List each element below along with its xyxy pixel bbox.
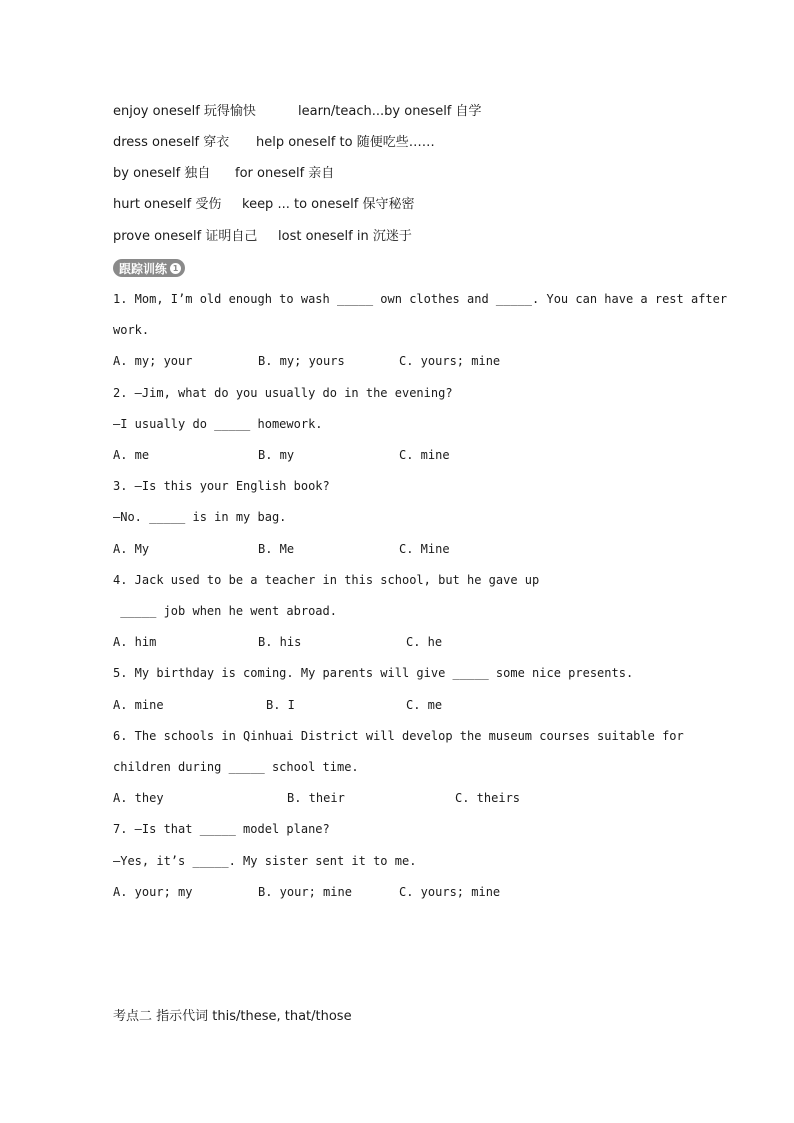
phrase-item: hurt oneself 受伤 bbox=[113, 197, 222, 212]
question-text: 1. Mom, I’m old enough to wash _____ own clothes and _____. You can have a rest after bbox=[113, 292, 728, 306]
answer-option: A. your; my bbox=[113, 885, 193, 899]
question-text: 3. —Is this your English book? bbox=[113, 479, 330, 493]
section-badge bbox=[113, 259, 185, 277]
phrase-item: help oneself to 随便吃些…… bbox=[256, 135, 435, 150]
answer-option: A. they bbox=[113, 791, 164, 805]
phrase-item: prove oneself 证明自己 bbox=[113, 229, 258, 244]
phrase-item: lost oneself in 沉迷于 bbox=[278, 229, 412, 244]
answer-option: C. yours; mine bbox=[399, 885, 501, 899]
answer-option: C. Mine bbox=[399, 542, 450, 556]
question-text: 5. My birthday is coming. My parents will give _____ some nice presents. bbox=[113, 666, 634, 680]
phrase-item: learn/teach...by oneself 自学 bbox=[298, 104, 482, 119]
question-text: children during _____ school time. bbox=[113, 760, 359, 774]
section-heading: 考点二 指示代词 this/these, that/those bbox=[113, 1009, 352, 1024]
answer-option: C. me bbox=[406, 698, 443, 712]
question-text: work. bbox=[113, 323, 150, 337]
phrase-item: for oneself 亲自 bbox=[235, 166, 335, 181]
answer-option: B. I bbox=[266, 698, 295, 712]
answer-option: B. their bbox=[287, 791, 345, 805]
question-text: —I usually do _____ homework. bbox=[113, 417, 323, 431]
answer-option: B. Me bbox=[258, 542, 295, 556]
phrase-item: enjoy oneself 玩得愉快 bbox=[113, 104, 256, 119]
question-text: 2. —Jim, what do you usually do in the evening? bbox=[113, 386, 453, 400]
answer-option: A. him bbox=[113, 635, 157, 649]
answer-option: C. he bbox=[406, 635, 443, 649]
question-text: _____ job when he went abroad. bbox=[113, 604, 337, 618]
question-text: 7. —Is that _____ model plane? bbox=[113, 822, 330, 836]
section-badge-number: 1 bbox=[170, 263, 181, 274]
answer-option: C. theirs bbox=[455, 791, 521, 805]
answer-option: B. my bbox=[258, 448, 295, 462]
answer-option: A. mine bbox=[113, 698, 164, 712]
answer-option: A. my; your bbox=[113, 354, 193, 368]
section-badge-label: 跟踪训练 bbox=[119, 261, 168, 276]
answer-option: A. me bbox=[113, 448, 150, 462]
phrase-item: dress oneself 穿衣 bbox=[113, 135, 230, 150]
phrase-item: by oneself 独自 bbox=[113, 166, 211, 181]
answer-option: C. mine bbox=[399, 448, 450, 462]
answer-option: C. yours; mine bbox=[399, 354, 501, 368]
answer-option: A. My bbox=[113, 542, 150, 556]
question-text: 6. The schools in Qinhuai District will develop the museum courses suitable for bbox=[113, 729, 684, 743]
question-text: —Yes, it’s _____. My sister sent it to me. bbox=[113, 854, 417, 868]
question-text: 4. Jack used to be a teacher in this school, but he gave up bbox=[113, 573, 540, 587]
answer-option: B. his bbox=[258, 635, 302, 649]
phrase-item: keep ... to oneself 保守秘密 bbox=[242, 197, 415, 212]
question-text: —No. _____ is in my bag. bbox=[113, 510, 287, 524]
answer-option: B. your; mine bbox=[258, 885, 352, 899]
answer-option: B. my; yours bbox=[258, 354, 345, 368]
